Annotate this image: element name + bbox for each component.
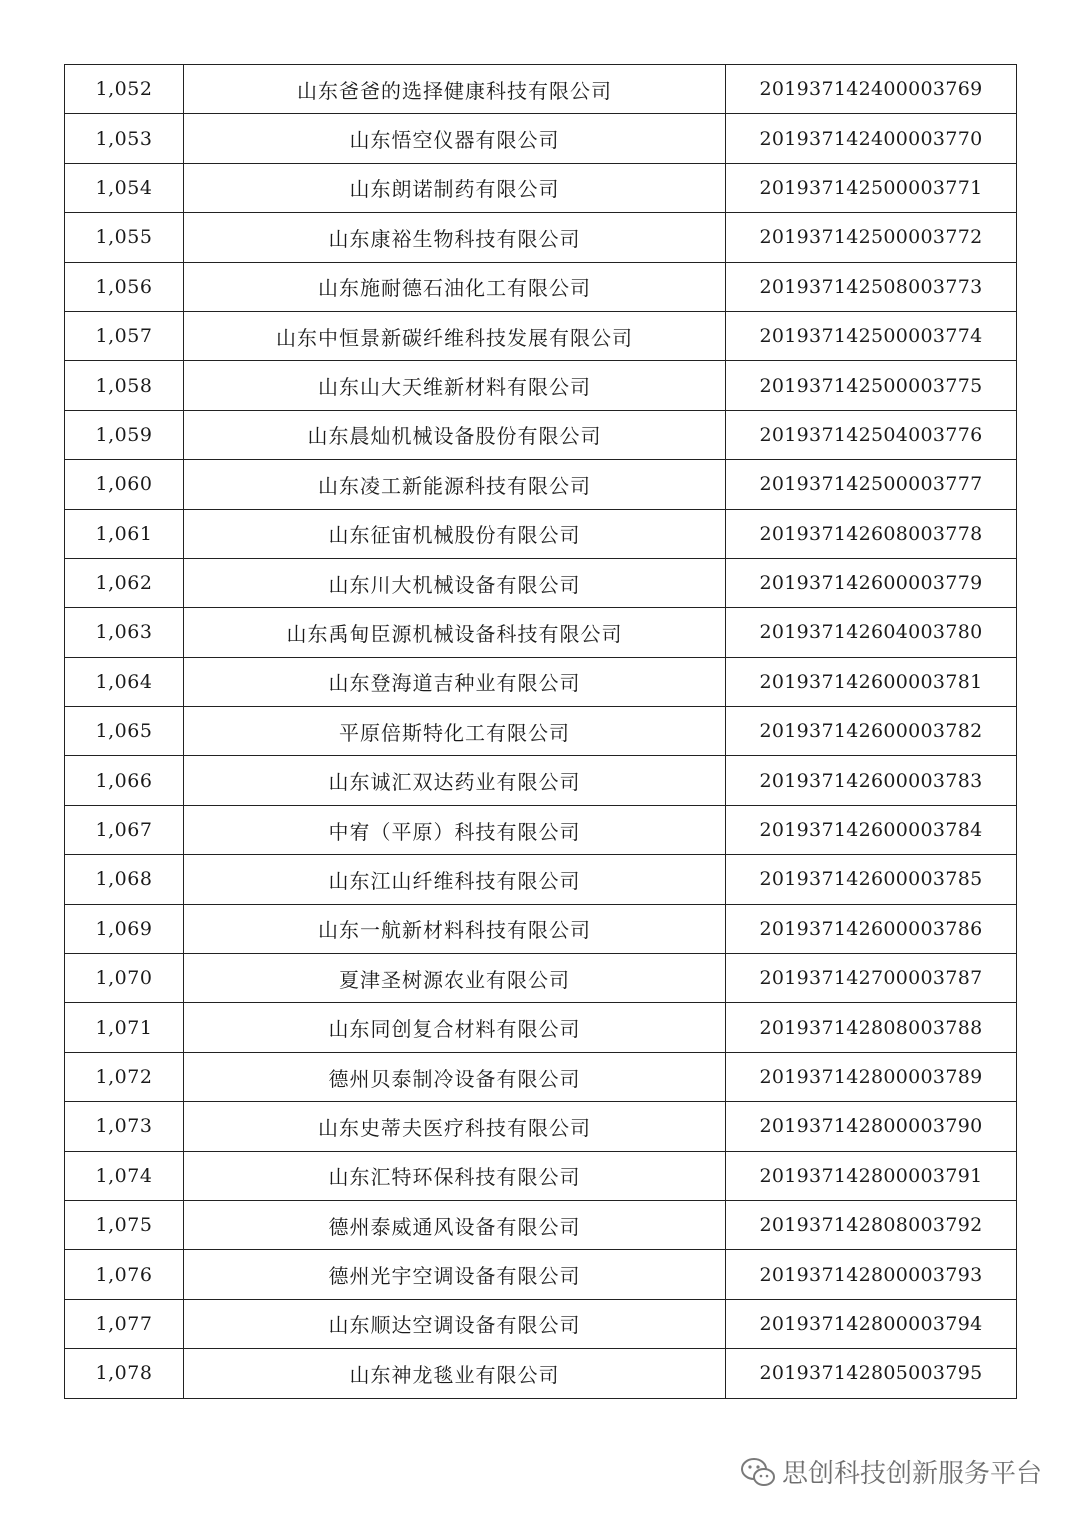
company-name: 山东一航新材料科技有限公司 xyxy=(184,904,726,953)
row-number: 1,065 xyxy=(65,707,184,756)
company-name: 山东同创复合材料有限公司 xyxy=(184,1003,726,1052)
registration-code: 201937142805003795 xyxy=(726,1349,1017,1398)
registration-code: 201937142600003781 xyxy=(726,657,1017,706)
row-number: 1,077 xyxy=(65,1299,184,1348)
company-name: 山东施耐德石油化工有限公司 xyxy=(184,262,726,311)
table-row xyxy=(65,904,1017,953)
row-number: 1,064 xyxy=(65,657,184,706)
company-name: 山东晨灿机械设备股份有限公司 xyxy=(184,410,726,459)
company-name: 山东康裕生物科技有限公司 xyxy=(184,213,726,262)
registration-code: 201937142504003776 xyxy=(726,410,1017,459)
registration-code: 201937142800003789 xyxy=(726,1052,1017,1101)
row-number: 1,054 xyxy=(65,163,184,212)
company-name: 山东朗诺制药有限公司 xyxy=(184,163,726,212)
row-number: 1,058 xyxy=(65,361,184,410)
registration-code: 201937142508003773 xyxy=(726,262,1017,311)
company-name: 中宥（平原）科技有限公司 xyxy=(184,805,726,854)
registration-code: 201937142500003774 xyxy=(726,311,1017,360)
company-name: 山东神龙毯业有限公司 xyxy=(184,1349,726,1398)
table-row xyxy=(65,1299,1017,1348)
row-number: 1,067 xyxy=(65,805,184,854)
company-name: 山东川大机械设备有限公司 xyxy=(184,558,726,607)
table-row xyxy=(65,65,1017,114)
row-number: 1,076 xyxy=(65,1250,184,1299)
table-body xyxy=(65,65,1017,1399)
table-row xyxy=(65,1151,1017,1200)
table-row xyxy=(65,1200,1017,1249)
row-number: 1,071 xyxy=(65,1003,184,1052)
company-registry-table xyxy=(64,64,1017,1399)
registration-code: 201937142808003792 xyxy=(726,1200,1017,1249)
row-number: 1,063 xyxy=(65,608,184,657)
table-row xyxy=(65,657,1017,706)
company-name: 山东登海道吉种业有限公司 xyxy=(184,657,726,706)
company-name: 山东江山纤维科技有限公司 xyxy=(184,855,726,904)
row-number: 1,072 xyxy=(65,1052,184,1101)
row-number: 1,055 xyxy=(65,213,184,262)
table-row xyxy=(65,410,1017,459)
table-row xyxy=(65,509,1017,558)
table-row xyxy=(65,1102,1017,1151)
company-name: 平原倍斯特化工有限公司 xyxy=(184,707,726,756)
registration-code: 201937142808003788 xyxy=(726,1003,1017,1052)
registration-code: 201937142800003794 xyxy=(726,1299,1017,1348)
registration-code: 201937142600003783 xyxy=(726,756,1017,805)
registration-code: 201937142400003770 xyxy=(726,114,1017,163)
row-number: 1,052 xyxy=(65,65,184,114)
registration-code: 201937142600003779 xyxy=(726,558,1017,607)
table-row xyxy=(65,1003,1017,1052)
registration-code: 201937142500003777 xyxy=(726,460,1017,509)
row-number: 1,059 xyxy=(65,410,184,459)
row-number: 1,074 xyxy=(65,1151,184,1200)
table-row xyxy=(65,213,1017,262)
table-row xyxy=(65,756,1017,805)
registration-code: 201937142608003778 xyxy=(726,509,1017,558)
company-name: 山东悟空仪器有限公司 xyxy=(184,114,726,163)
company-name: 山东史蒂夫医疗科技有限公司 xyxy=(184,1102,726,1151)
table-row xyxy=(65,805,1017,854)
row-number: 1,070 xyxy=(65,954,184,1003)
company-name: 夏津圣树源农业有限公司 xyxy=(184,954,726,1003)
table-row xyxy=(65,311,1017,360)
row-number: 1,053 xyxy=(65,114,184,163)
table-row xyxy=(65,262,1017,311)
row-number: 1,073 xyxy=(65,1102,184,1151)
row-number: 1,068 xyxy=(65,855,184,904)
registration-code: 201937142600003782 xyxy=(726,707,1017,756)
company-name: 山东爸爸的选择健康科技有限公司 xyxy=(184,65,726,114)
registration-code: 201937142800003791 xyxy=(726,1151,1017,1200)
table-row xyxy=(65,163,1017,212)
company-name: 山东禹甸臣源机械设备科技有限公司 xyxy=(184,608,726,657)
table-row xyxy=(65,1250,1017,1299)
table-row xyxy=(65,608,1017,657)
company-name: 山东山大天维新材料有限公司 xyxy=(184,361,726,410)
table-row xyxy=(65,954,1017,1003)
registration-code: 201937142500003771 xyxy=(726,163,1017,212)
row-number: 1,069 xyxy=(65,904,184,953)
row-number: 1,066 xyxy=(65,756,184,805)
table-row xyxy=(65,1349,1017,1398)
company-name: 德州泰威通风设备有限公司 xyxy=(184,1200,726,1249)
company-name: 山东诚汇双达药业有限公司 xyxy=(184,756,726,805)
company-name: 山东中恒景新碳纤维科技发展有限公司 xyxy=(184,311,726,360)
table-row xyxy=(65,558,1017,607)
table-row xyxy=(65,707,1017,756)
row-number: 1,078 xyxy=(65,1349,184,1398)
row-number: 1,075 xyxy=(65,1200,184,1249)
table-row xyxy=(65,1052,1017,1101)
wechat-icon xyxy=(740,1456,776,1488)
table-row xyxy=(65,361,1017,410)
registration-code: 201937142400003769 xyxy=(726,65,1017,114)
table-row xyxy=(65,460,1017,509)
row-number: 1,056 xyxy=(65,262,184,311)
company-name: 山东凌工新能源科技有限公司 xyxy=(184,460,726,509)
company-name: 山东汇特环保科技有限公司 xyxy=(184,1151,726,1200)
row-number: 1,061 xyxy=(65,509,184,558)
company-name: 山东顺达空调设备有限公司 xyxy=(184,1299,726,1348)
registration-code: 201937142700003787 xyxy=(726,954,1017,1003)
registration-code: 201937142500003775 xyxy=(726,361,1017,410)
row-number: 1,062 xyxy=(65,558,184,607)
watermark xyxy=(740,1453,1042,1490)
company-name: 德州光宇空调设备有限公司 xyxy=(184,1250,726,1299)
registration-code: 201937142800003793 xyxy=(726,1250,1017,1299)
table-row xyxy=(65,114,1017,163)
row-number: 1,060 xyxy=(65,460,184,509)
company-name: 山东征宙机械股份有限公司 xyxy=(184,509,726,558)
table-row xyxy=(65,855,1017,904)
company-name: 德州贝泰制冷设备有限公司 xyxy=(184,1052,726,1101)
row-number: 1,057 xyxy=(65,311,184,360)
registration-code: 201937142604003780 xyxy=(726,608,1017,657)
registration-code: 201937142600003785 xyxy=(726,855,1017,904)
registration-code: 201937142800003790 xyxy=(726,1102,1017,1151)
registration-code: 201937142600003784 xyxy=(726,805,1017,854)
registration-code: 201937142600003786 xyxy=(726,904,1017,953)
watermark-text: 思创科技创新服务平台 xyxy=(781,1459,1042,1489)
registration-code: 201937142500003772 xyxy=(726,213,1017,262)
